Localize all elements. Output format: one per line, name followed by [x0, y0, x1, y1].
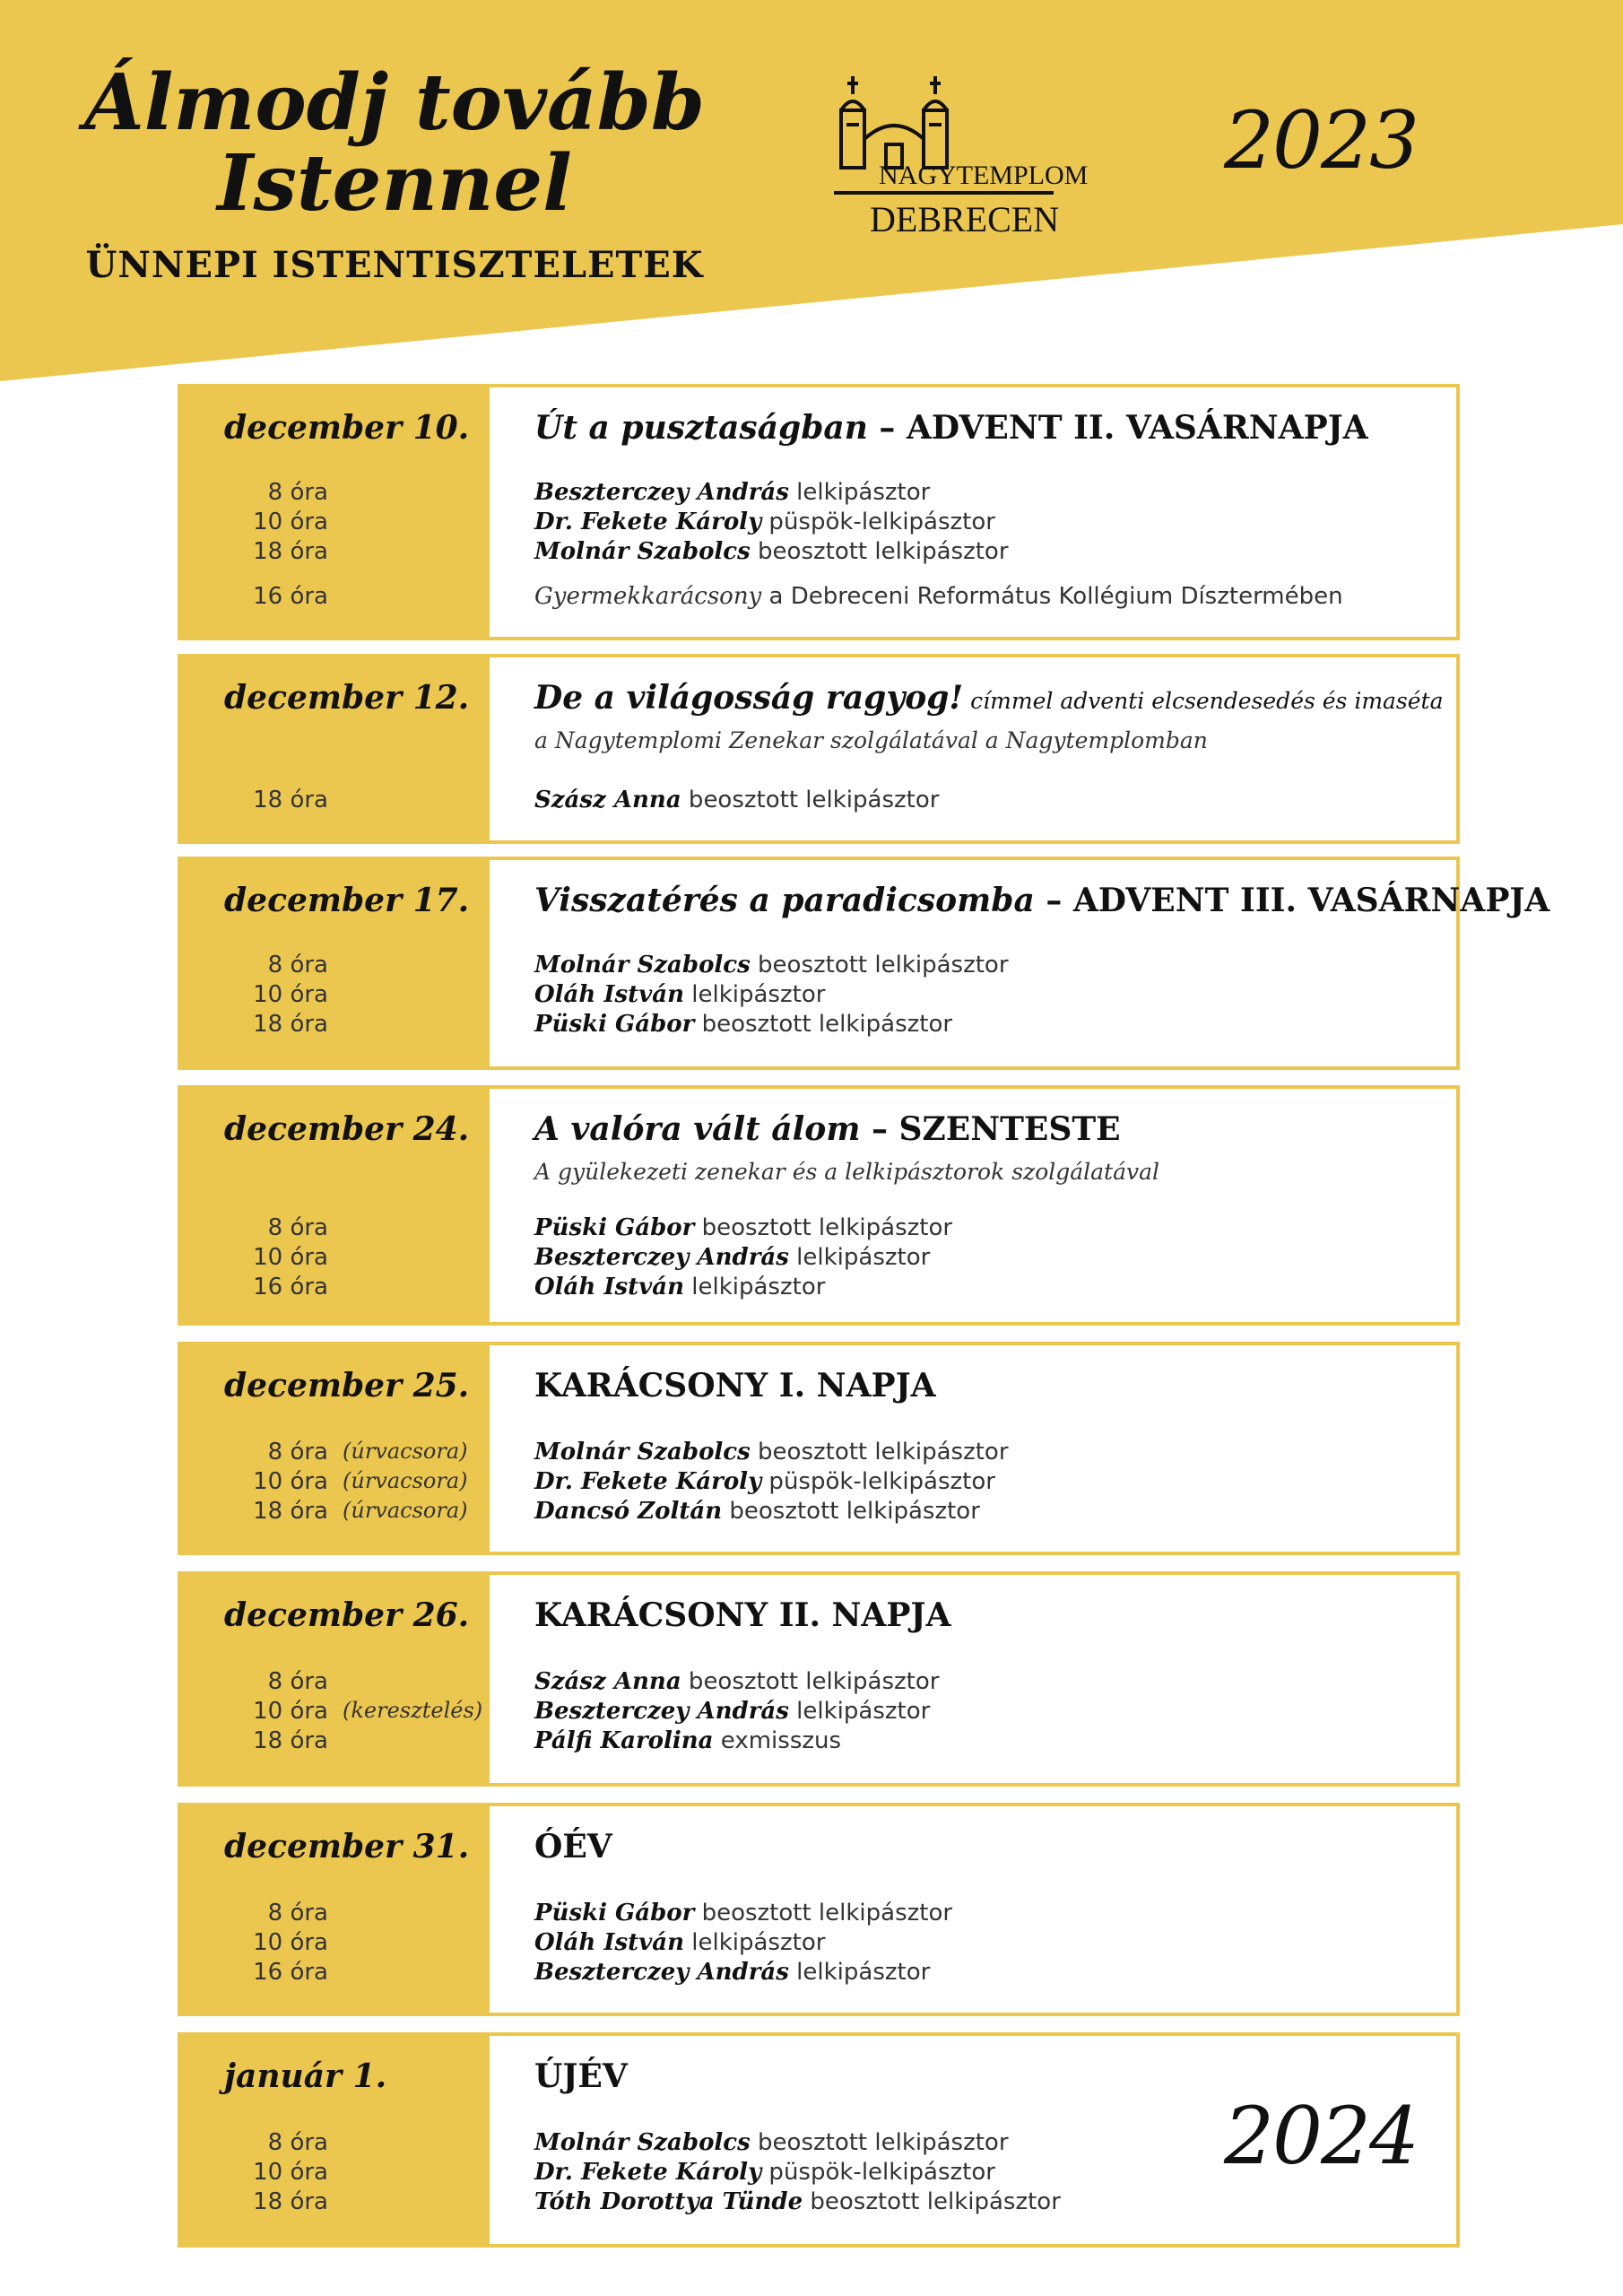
event-details [534, 1806, 1447, 2013]
event-time: 18 óra [253, 2188, 328, 2215]
event-card [178, 1085, 1460, 1326]
minister-row: Pálfi Karolina exmisszus [534, 1727, 842, 1754]
event-description: A gyülekezeti zenekar és a lelkipásztorok szolgálatával [534, 1159, 1160, 1185]
event-description: a Nagytemplomi Zenekar szolgálatával a Nagytemplomban [534, 727, 1208, 753]
event-time: 8 óra [267, 1214, 328, 1241]
minister-row: Beszterczey András lelkipásztor [534, 479, 931, 506]
minister-row: Beszterczey András lelkipásztor [534, 1244, 931, 1271]
event-date: december 25. [224, 1367, 470, 1405]
minister-row: Püski Gábor beosztott lelkipásztor [534, 1011, 953, 1038]
event-time: 18 óra [253, 1727, 328, 1754]
event-details [534, 387, 1447, 637]
time-note: (úrvacsora) [343, 1468, 468, 1493]
event-date: december 17. [224, 882, 470, 919]
event-time: 8 óra [267, 479, 328, 506]
event-ministers [534, 1214, 952, 1303]
event-extra-note: Gyermekkarácsony a Debreceni Református Kollégium Dísztermében [534, 583, 1343, 610]
event-title: De a világosság ragyog! címmel adventi elcsendesedés és imaséta [534, 679, 1444, 717]
event-details [534, 860, 1550, 1066]
event-time: 18 óra [253, 787, 328, 813]
event-time: 18 óra [253, 538, 328, 565]
event-time: 10 óra [253, 509, 328, 535]
event-time: 8 óra [267, 952, 328, 978]
event-title: KARÁCSONY I. NAPJA [534, 1367, 936, 1405]
minister-row: Dancsó Zoltán beosztott lelkipásztor [534, 1498, 980, 1525]
minister-row: Beszterczey András lelkipásztor [534, 1959, 931, 1986]
title-line-2: Istennel [217, 138, 572, 229]
event-date-panel [181, 1345, 490, 1552]
event-ministers [534, 787, 939, 816]
nagytemplom-logo [834, 67, 1089, 247]
event-time: 10 óra [253, 2159, 328, 2186]
minister-row: Beszterczey András lelkipásztor [534, 1698, 931, 1725]
event-date: december 31. [224, 1828, 470, 1866]
event-times [181, 1214, 490, 1303]
event-extra-time [181, 583, 490, 613]
event-time: 16 óra [253, 583, 328, 610]
event-card [178, 1342, 1460, 1555]
event-date-panel [181, 860, 490, 1066]
event-time: 10 óra [253, 1929, 328, 1956]
minister-row: Oláh István lelkipásztor [534, 1929, 826, 1956]
logo-text-nagytemplom: NAGYTEMPLOM [879, 161, 1089, 190]
event-date-panel [181, 1806, 490, 2013]
event-time: 10 óra [253, 1468, 328, 1495]
event-title: ÚJÉV [534, 2057, 628, 2095]
event-details [534, 657, 1447, 840]
event-title: A valóra vált álom – SZENTESTE [534, 1110, 1121, 1148]
event-time: 8 óra [267, 1439, 328, 1465]
minister-row: Molnár Szabolcs beosztott lelkipásztor [534, 2129, 1009, 2156]
minister-row: Dr. Fekete Károly püspök-lelkipásztor [534, 1468, 995, 1495]
title-line-1: Álmodj tovább [84, 57, 705, 148]
event-details [534, 1089, 1447, 1322]
event-card [178, 1803, 1460, 2016]
event-card [178, 654, 1460, 844]
event-title: ÓÉV [534, 1828, 612, 1866]
event-card [178, 1571, 1460, 1787]
minister-row: Dr. Fekete Károly püspök-lelkipásztor [534, 2159, 995, 2186]
minister-row: Molnár Szabolcs beosztott lelkipásztor [534, 952, 1009, 978]
event-title: Út a pusztaságban – ADVENT II. VASÁRNAPJA [534, 409, 1368, 447]
event-date: december 24. [224, 1110, 470, 1148]
event-date: december 26. [224, 1596, 470, 1634]
event-times [181, 479, 490, 568]
event-times [181, 1668, 490, 1757]
year-2023: 2023 [1224, 94, 1418, 187]
event-time: 16 óra [253, 1959, 328, 1986]
event-date-panel [181, 657, 490, 840]
minister-row: Molnár Szabolcs beosztott lelkipásztor [534, 1439, 1009, 1465]
page-subtitle: ÜNNEPI ISTENTISZTELETEK [85, 244, 704, 286]
minister-row: Tóth Dorottya Tünde beosztott lelkipásztor [534, 2188, 1061, 2215]
event-date-panel [181, 1575, 490, 1783]
event-date: december 12. [224, 679, 470, 717]
event-ministers [534, 952, 1009, 1040]
event-date: január 1. [224, 2057, 387, 2095]
event-card [178, 384, 1460, 640]
time-note: (úrvacsora) [343, 1498, 468, 1523]
event-ministers [534, 1439, 1009, 1527]
event-date: december 10. [224, 409, 470, 447]
minister-row: Szász Anna beosztott lelkipásztor [534, 787, 940, 813]
minister-row: Molnár Szabolcs beosztott lelkipásztor [534, 538, 1009, 565]
event-times [181, 787, 490, 816]
event-ministers [534, 1668, 939, 1757]
event-times [181, 1900, 490, 1988]
event-time: 8 óra [267, 2129, 328, 2156]
event-time: 8 óra [267, 1900, 328, 1926]
minister-row: Dr. Fekete Károly püspök-lelkipásztor [534, 509, 995, 535]
event-ministers [534, 1900, 952, 1988]
event-ministers [534, 479, 1009, 568]
event-times [181, 1439, 490, 1527]
event-date-panel [181, 387, 490, 637]
event-time: 8 óra [267, 1668, 328, 1695]
event-time: 10 óra [253, 1698, 328, 1725]
minister-row: Püski Gábor beosztott lelkipásztor [534, 1900, 953, 1926]
minister-row: Szász Anna beosztott lelkipásztor [534, 1668, 940, 1695]
minister-row: Oláh István lelkipásztor [534, 981, 826, 1008]
event-ministers [534, 2129, 1061, 2218]
event-time: 18 óra [253, 1498, 328, 1525]
page-title [45, 57, 744, 229]
logo-text-debrecen: DEBRECEN [870, 199, 1060, 239]
event-time: 18 óra [253, 1011, 328, 1038]
event-date-panel [181, 1089, 490, 1322]
event-title: KARÁCSONY II. NAPJA [534, 1596, 951, 1634]
event-times [181, 952, 490, 1040]
year-2024: 2024 [1224, 2090, 1418, 2182]
event-times [181, 2129, 490, 2218]
event-details [534, 1345, 1447, 1552]
minister-row: Püski Gábor beosztott lelkipásztor [534, 1214, 953, 1241]
event-title: Visszatérés a paradicsomba – ADVENT III. VASÁRNAPJA [534, 882, 1550, 919]
event-details [534, 1575, 1447, 1783]
minister-row: Oláh István lelkipásztor [534, 1274, 826, 1300]
event-time: 10 óra [253, 1244, 328, 1271]
event-date-panel [181, 2036, 490, 2244]
event-card [178, 857, 1550, 1070]
time-note: (úrvacsora) [343, 1439, 468, 1464]
event-time: 10 óra [253, 981, 328, 1008]
event-time: 16 óra [253, 1274, 328, 1300]
time-note: (keresztelés) [343, 1698, 483, 1723]
